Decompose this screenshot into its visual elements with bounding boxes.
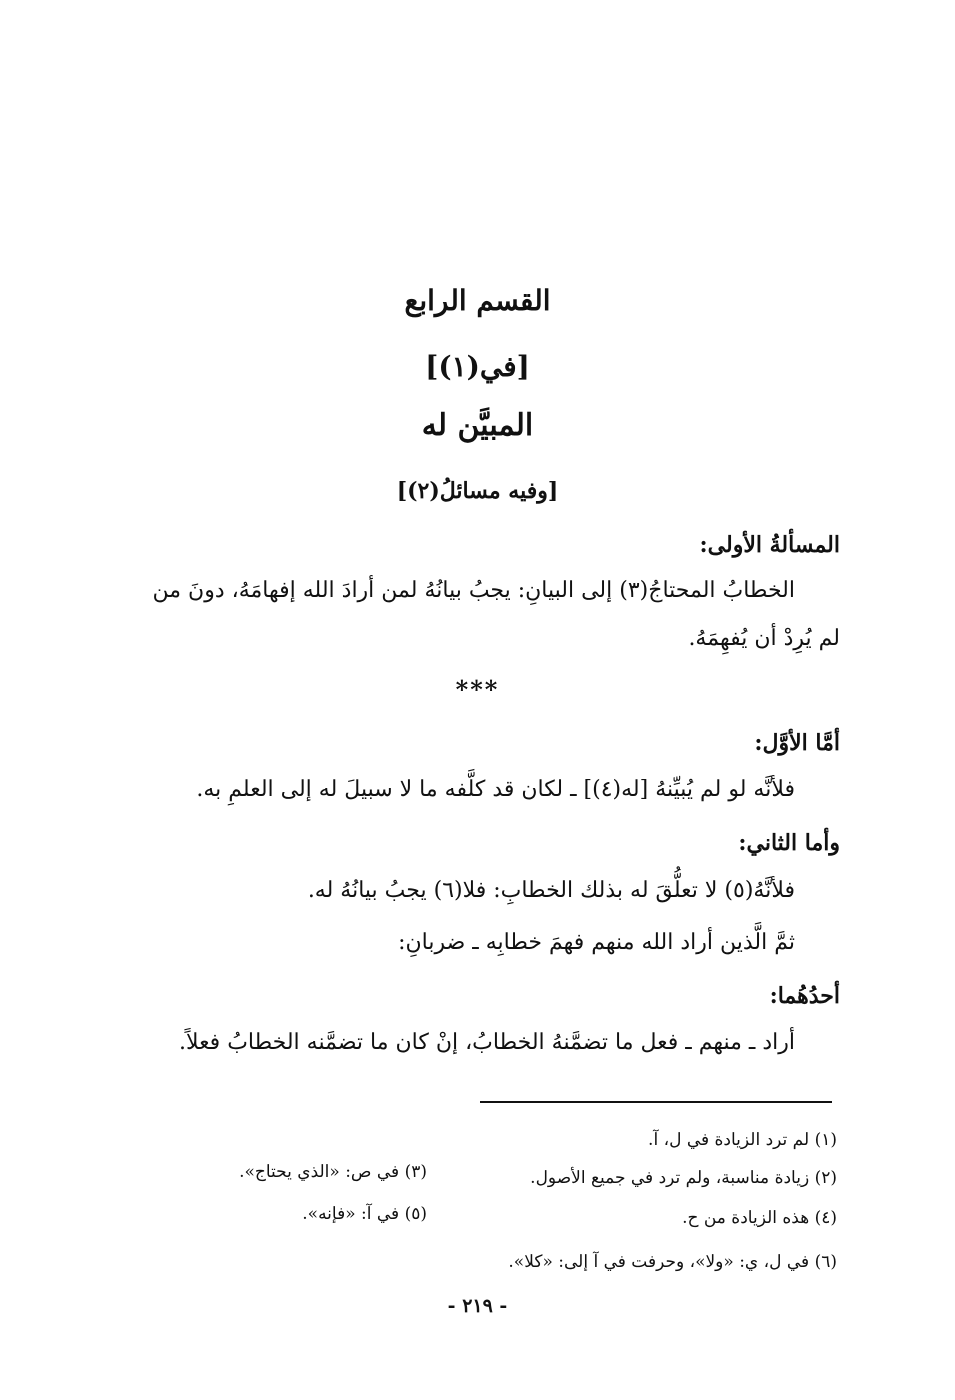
section-issues-note: [وفيه مسائلُ(٢)] <box>396 478 559 504</box>
section-subject: المبيَّن له <box>421 408 534 443</box>
footnote-3: (٣) في ص: «الذي يحتاج». <box>239 1162 427 1182</box>
footnote-5: (٥) في آ: «فإنه». <box>302 1204 427 1224</box>
one-of-them-heading: أحدُهُما: <box>769 983 840 1009</box>
footnote-6: (٦) في ل، ي: «ولا»، وحرفت في آ إلى: «كلا». <box>508 1252 837 1272</box>
first-point-text: فلأنَّه لو لم يُبيِّنهُ [له(٤)] ـ لكان قد كلَّفه ما لا سبيلَ له إلى العلمِ به. <box>196 777 795 802</box>
footnote-rule <box>480 1101 832 1103</box>
section-in-label: [في(١)] <box>425 350 530 383</box>
issue-one-text-line1: الخطابُ المحتاجُ(٣) إلى البيانِ: يجبُ بيانُهُ لمن أرادَ الله إفهامَهُ، دونَ من <box>152 578 795 603</box>
issue-one-heading: المسألةُ الأولى: <box>699 532 840 558</box>
section-separator: *** <box>455 675 500 704</box>
one-of-them-text: أراد ـ منهم ـ فعل ما تضمَّنهُ الخطابُ، إنْ كان ما تضمَّنه الخطابُ فعلاً. <box>178 1030 795 1055</box>
first-point-heading: أمَّا الأوَّل: <box>754 730 840 756</box>
footnote-4: (٤) هذه الزيادة من ح. <box>682 1208 837 1228</box>
second-point-heading: وأما الثاني: <box>738 830 840 856</box>
second-point-text-line1: فلأنَّهُ(٥) لا تعلُّقَ له بذلك الخطابِ: فلا(٦) يجبُ بيانُهُ له. <box>307 878 795 903</box>
issue-one-text-line2: لم يُرِدْ أن يُفهِمَهُ. <box>688 626 840 651</box>
section-title: القسم الرابع <box>404 284 551 317</box>
footnote-1: (١) لم ترد الزيادة في ل، آ. <box>648 1130 837 1150</box>
second-point-text-line2: ثمَّ الَّذين أراد الله منهم فهمَ خطابِه ـ ضربانِ: <box>398 930 795 955</box>
page-number: - ٢١٩ - <box>447 1295 508 1317</box>
footnote-2: (٢) زيادة مناسبة، ولم ترد في جميع الأصول. <box>530 1168 837 1188</box>
